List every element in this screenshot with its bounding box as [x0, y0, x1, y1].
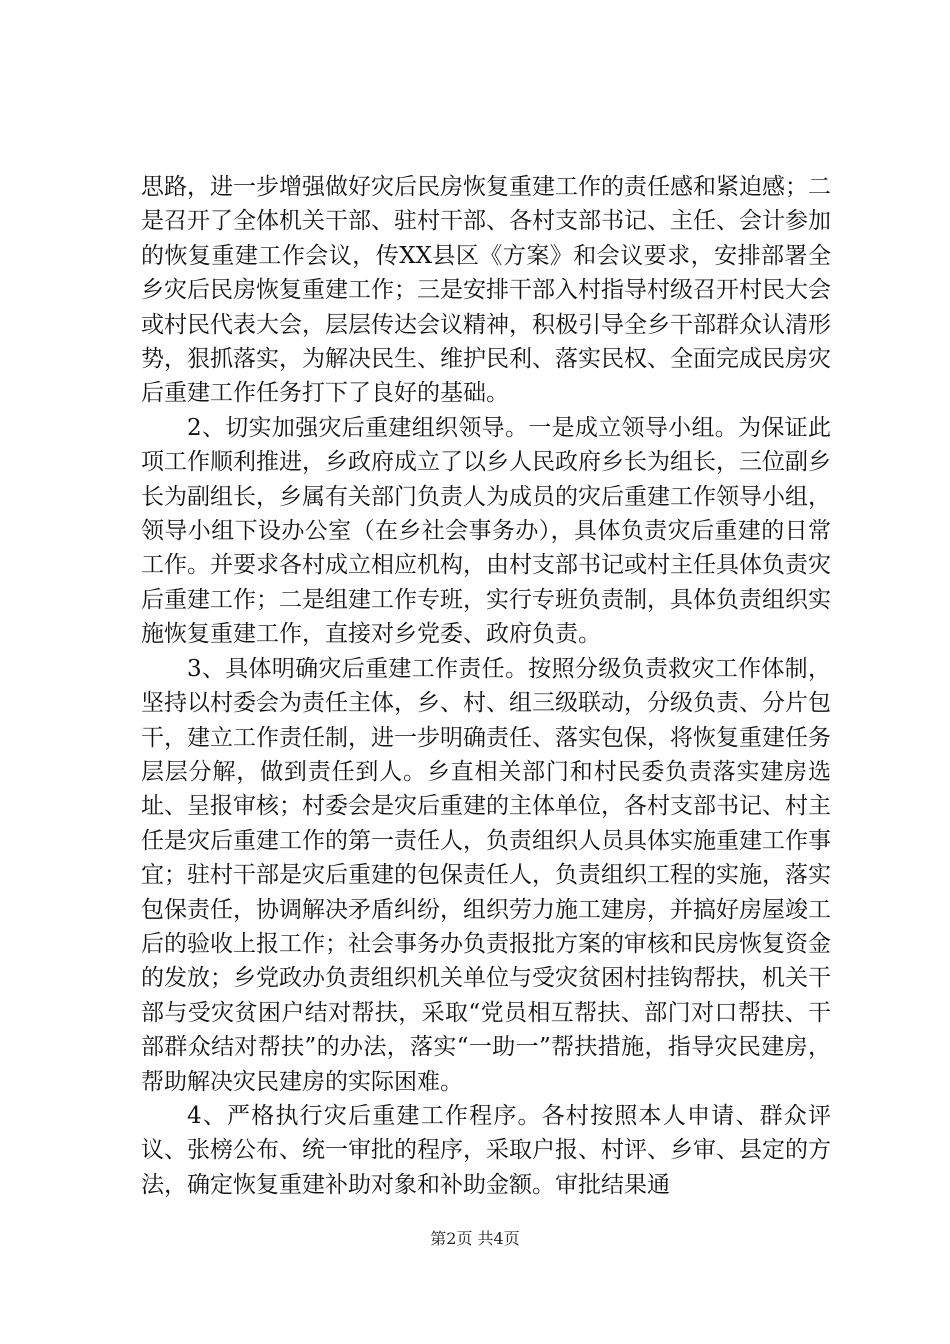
paragraph-4: 4、严格执行灾后重建工作程序。各村按照本人申请、群众评议、张榜公布、统一审批的程序，采取户报、村评、乡审、县定的方法，确定恢复重建补助对象和补助金额。审批结果通 — [141, 1102, 831, 1198]
page-number-footer: 第2页 共4页 — [430, 1229, 520, 1248]
paragraph-2: 2、切实加强灾后重建组织领导。一是成立领导小组。为保证此项工作顺利推进，乡政府成立了以乡人民政府乡长为组长，三位副乡长为副组长，乡属有关部门负责人为成员的灾后重建工作领导小组，领导小组下设办公室（在乡社会事务办），具体负责灾后重建的日常工作。并要求各村成立相应机构，由村支部书记或村主任具体负责灾后重建工作；二是组建工作专班，实行专班负责制，具体负责组织实施恢复重建工作，直接对乡党委、政府负责。 — [141, 414, 831, 648]
paragraph-3: 3、具体明确灾后重建工作责任。按照分级负责救灾工作体制，坚持以村委会为责任主体，乡、村、组三级联动，分级负责、分片包干，建立工作责任制，进一步明确责任、落实包保，将恢复重建任务层层分解，做到责任到人。乡直相关部门和村民委负责落实建房选址、呈报审核；村委会是灾后重建的主体单位，各村支部书记、村主任是灾后重建工作的第一责任人，负责组织人员具体实施重建工作事宜；驻村干部是灾后重建的包保责任人，负责组织工程的实施，落实包保责任，协调解决矛盾纠纷，组织劳力施工建房，并搞好房屋竣工后的验收上报工作；社会事务办负责报批方案的审核和民房恢复资金的发放；乡党政办负责组织机关单位与受灾贫困村挂钩帮扶，机关干部与受灾贫困户结对帮扶，采取“党员相互帮扶、部门对口帮扶、干部群众结对帮扶”的办法，落实“一助一”帮扶措施，指导灾民建房，帮助解决灾民建房的实际困难。 — [141, 655, 831, 1095]
document-body — [141, 170, 831, 1202]
paragraph-continuation: 思路，进一步增强做好灾后民房恢复重建工作的责任感和紧迫感；二是召开了全体机关干部、驻村干部、各村支部书记、主任、会计参加的恢复重建工作会议，传XX县区《方案》和会议要求，安排部署全乡灾后民房恢复重建工作；三是安排干部入村指导村级召开村民大会或村民代表大会，层层传达会议精神，积极引导全乡干部群众认清形势，狠抓落实，为解决民生、维护民利、落实民权、全面完成民房灾后重建工作任务打下了良好的基础。 — [141, 174, 831, 407]
